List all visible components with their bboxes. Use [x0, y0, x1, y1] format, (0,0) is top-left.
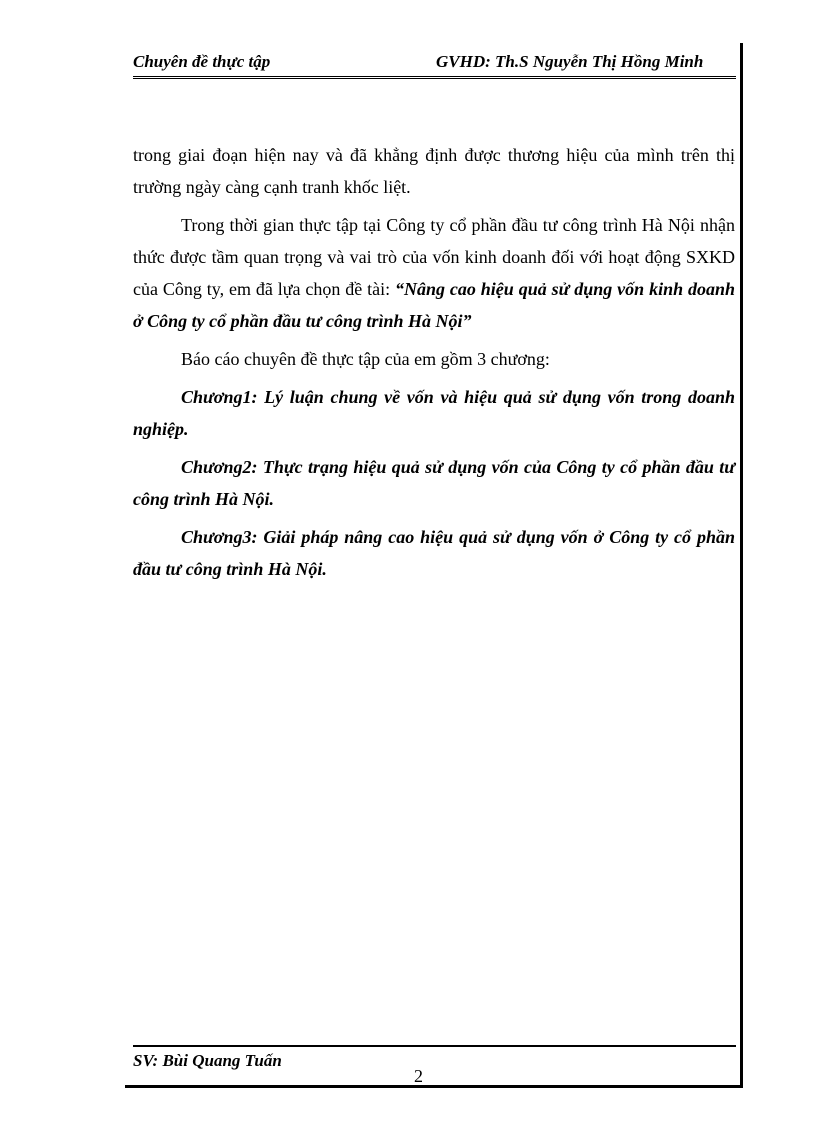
header-divider [133, 76, 736, 79]
footer-student: SV: Bùi Quang Tuấn [133, 1051, 282, 1070]
topic-title: “Nâng cao hiệu quả sử dụng vốn kinh doanh ở Công ty cổ phần đầu tư công trình Hà Nội” [133, 279, 735, 331]
header-title: Chuyên đề thực tập [133, 52, 271, 71]
paragraph-topic [133, 209, 735, 337]
page-number: 2 [414, 1066, 423, 1086]
document-body [133, 139, 735, 591]
header-advisor: GVHD: Th.S Nguyễn Thị Hồng Minh [436, 52, 704, 71]
paragraph-intro-continuation: trong giai đoạn hiện nay và đã khẳng định được thương hiệu của mình trên thị trường ngày càng cạnh tranh khốc liệt. [133, 145, 735, 197]
chapter-1: Chương1: Lý luận chung về vốn và hiệu quả sử dụng vốn trong doanh nghiệp. [133, 387, 735, 439]
paragraph-structure: Báo cáo chuyên đề thực tập của em gồm 3 chương: [181, 349, 550, 369]
footer-divider [133, 1045, 736, 1047]
page-header [133, 50, 736, 76]
chapter-3: Chương3: Giải pháp nâng cao hiệu quả sử dụng vốn ở Công ty cổ phần đầu tư công trình Hà Nội. [133, 527, 735, 579]
chapter-2: Chương2: Thực trạng hiệu quả sử dụng vốn của Công ty cổ phần đầu tư công trình Hà Nội. [133, 457, 735, 509]
topic-intro-text: Trong thời gian thực tập tại Công ty cổ phần đầu tư công trình Hà Nội nhận thức được tầm quan trọng và vai trò của vốn kinh doanh đối với hoạt động SXKD của Công ty, em đã lựa chọn đề tài: [133, 215, 735, 299]
